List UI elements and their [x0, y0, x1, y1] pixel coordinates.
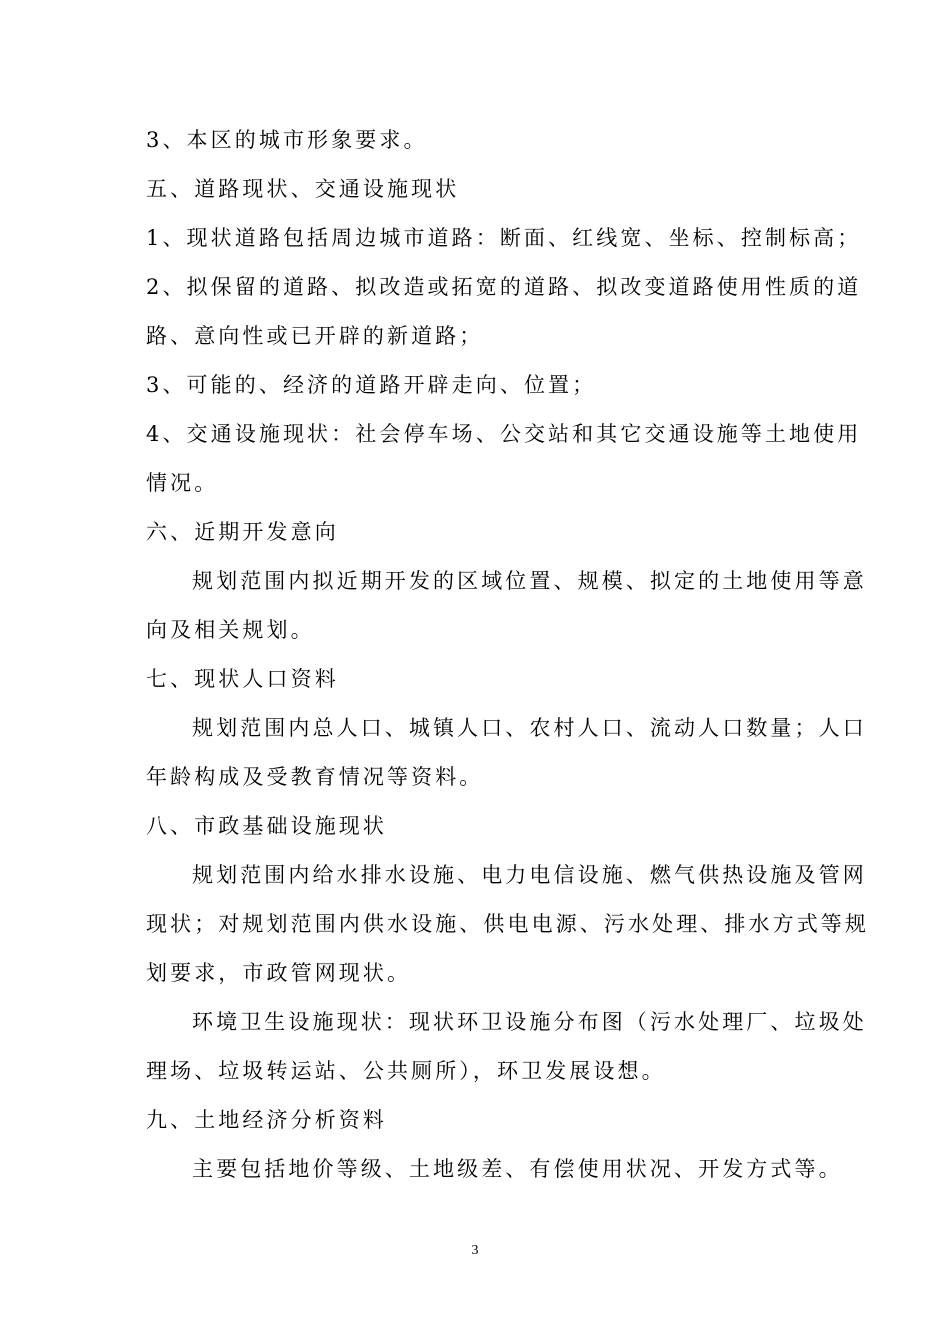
page-body: [146, 116, 869, 1194]
section-heading: 九、土地经济分析资料: [146, 1108, 387, 1132]
paragraph-line: 规划范围内拟近期开发的区域位置、规模、拟定的土地使用等意: [192, 569, 867, 593]
section-heading: 八、市政基础设施现状: [146, 814, 387, 838]
list-item: 4、交通设施现状：社会停车场、公交站和其它交通设施等土地使用: [146, 422, 862, 446]
paragraph-line: 年龄构成及受教育情况等资料。: [146, 765, 484, 789]
paragraph-line: 向及相关规划。: [146, 618, 315, 642]
list-item-continuation: 路、意向性或已开辟的新道路；: [146, 324, 484, 348]
list-item: 2、拟保留的道路、拟改造或拓宽的道路、拟改变道路使用性质的道: [146, 275, 862, 299]
paragraph-line: 划要求，市政管网现状。: [146, 961, 412, 985]
section-heading: 五、道路现状、交通设施现状: [146, 177, 460, 201]
paragraph-line: 现状；对规划范围内供水设施、供电电源、污水处理、排水方式等规: [146, 912, 869, 936]
paragraph-line: 环境卫生设施现状：现状环卫设施分布图（污水处理厂、垃圾处: [192, 1010, 867, 1034]
section-heading: 六、近期开发意向: [146, 520, 339, 544]
list-item: 3、可能的、经济的道路开辟走向、位置；: [146, 373, 597, 397]
paragraph-line: 规划范围内给水排水设施、电力电信设施、燃气供热设施及管网: [192, 863, 867, 887]
list-item-continuation: 情况。: [146, 471, 219, 495]
list-item: 3、本区的城市形象要求。: [146, 128, 428, 152]
paragraph-line: 理场、垃圾转运站、公共厕所），环卫发展设想。: [146, 1059, 666, 1083]
list-item: 1、现状道路包括周边城市道路：断面、红线宽、坐标、控制标高；: [146, 226, 862, 250]
paragraph-line: 主要包括地价等级、土地级差、有偿使用状况、开发方式等。: [192, 1157, 843, 1181]
page-number: 3: [471, 1243, 479, 1258]
section-heading: 七、现状人口资料: [146, 667, 339, 691]
paragraph-line: 规划范围内总人口、城镇人口、农村人口、流动人口数量；人口: [192, 716, 867, 740]
